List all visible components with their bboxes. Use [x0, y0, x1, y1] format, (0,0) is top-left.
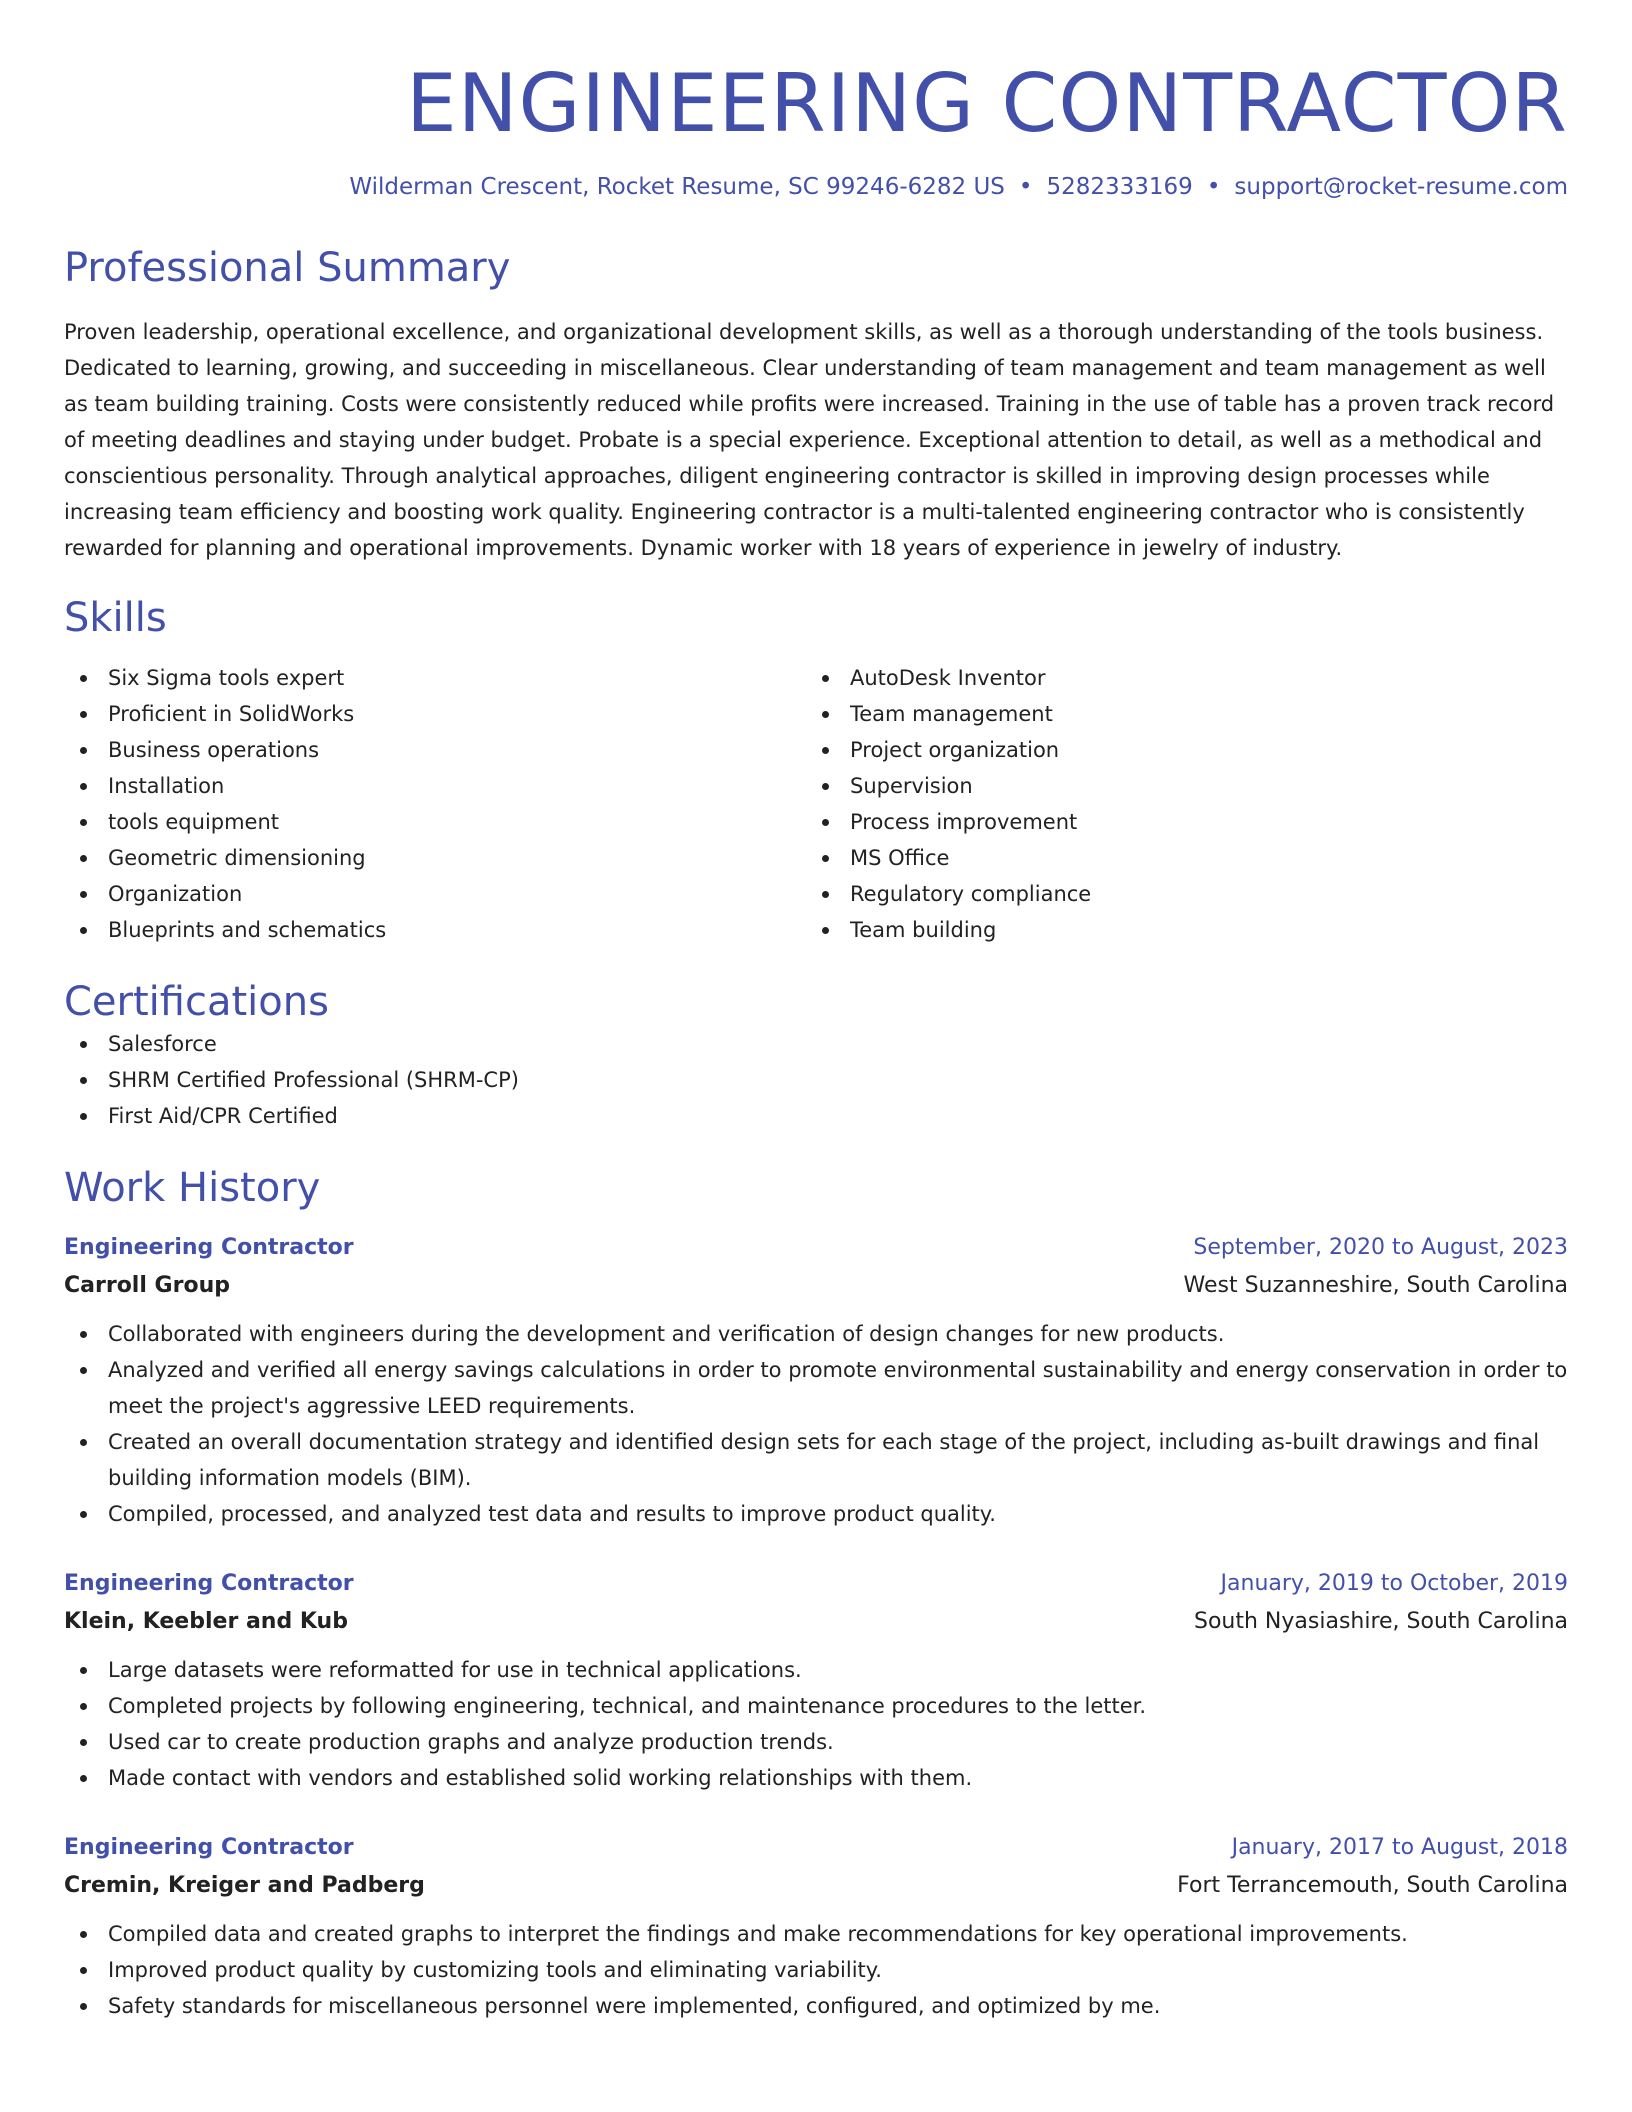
- job-location: Fort Terrancemouth, South Carolina: [1177, 1873, 1568, 1898]
- skill-item: Proficient in SolidWorks: [64, 696, 806, 732]
- contact-line: [64, 172, 1568, 202]
- work-history-heading: Work History: [64, 1165, 321, 1211]
- job-entry: [64, 1230, 1568, 1532]
- job-location: South Nyasiashire, South Carolina: [1194, 1609, 1568, 1634]
- job-bullet: Compiled data and created graphs to interpret the findings and make recommendations for key operational improvements.: [64, 1916, 1568, 1952]
- certification-item: Salesforce: [64, 1026, 1568, 1062]
- contact-separator: •: [1206, 174, 1221, 200]
- certification-item: SHRM Certified Professional (SHRM-CP): [64, 1062, 1568, 1098]
- job-bullet: Made contact with vendors and established solid working relationships with them.: [64, 1760, 1568, 1796]
- job-dates: September, 2020 to August, 2023: [1193, 1235, 1568, 1260]
- skill-item: Six Sigma tools expert: [64, 660, 806, 696]
- skill-item: Team management: [806, 696, 1548, 732]
- skills-right-list: [806, 660, 1548, 948]
- job-bullet: Created an overall documentation strategy and identified design sets for each stage of the project, including as-built drawings and final building information models (BIM).: [64, 1424, 1568, 1496]
- job-location: West Suzanneshire, South Carolina: [1183, 1273, 1568, 1298]
- job-company-row: [64, 1266, 1568, 1306]
- job-company-row: [64, 1602, 1568, 1642]
- contact-separator: •: [1018, 174, 1033, 200]
- skill-item: Business operations: [64, 732, 806, 768]
- skills-heading: Skills: [64, 595, 167, 641]
- job-title: Engineering Contractor: [64, 1235, 354, 1260]
- skills-left-list: [64, 660, 806, 948]
- resume-name: ENGINEERING CONTRACTOR: [406, 57, 1568, 150]
- skill-item: MS Office: [806, 840, 1548, 876]
- resume-page: [64, 0, 1568, 2024]
- job-bullet: Used car to create production graphs and analyze production trends.: [64, 1724, 1568, 1760]
- job-bullet: Large datasets were reformatted for use in technical applications.: [64, 1652, 1568, 1688]
- certification-item: First Aid/CPR Certified: [64, 1098, 1568, 1134]
- contact-email[interactable]: support@rocket-resume.com: [1234, 174, 1568, 200]
- job-company-row: [64, 1866, 1568, 1906]
- job-bullet: Safety standards for miscellaneous personnel were implemented, configured, and optimized by me.: [64, 1988, 1568, 2024]
- skill-item: AutoDesk Inventor: [806, 660, 1548, 696]
- summary-heading: Professional Summary: [64, 245, 511, 291]
- skill-item: Team building: [806, 912, 1548, 948]
- job-bullets: [64, 1316, 1568, 1532]
- job-company: Klein, Keebler and Kub: [64, 1609, 348, 1634]
- job-bullets: [64, 1916, 1568, 2024]
- job-title: Engineering Contractor: [64, 1571, 354, 1596]
- job-entry: [64, 1566, 1568, 1796]
- contact-address: Wilderman Crescent, Rocket Resume, SC 99246-6282 US: [349, 174, 1005, 200]
- skill-item: Installation: [64, 768, 806, 804]
- summary-text: Proven leadership, operational excellence, and organizational development skills, as well as a thorough understanding of the tools business. Dedicated to learning, growing, and succeeding in miscellaneous. Clear understanding of team management and team management as well as team building training. Costs were consistently reduced while profits were increased. Training in the use of table has a proven track record of meeting deadlines and staying under budget. Probate is a special experience. Exceptional attention to detail, as well as a methodical and conscientious personality. Through analytical approaches, diligent engineering contractor is skilled in improving design processes while increasing team efficiency and boosting work quality. Engineering contractor is a multi-talented engineering contractor who is consistently rewarded for planning and operational improvements. Dynamic worker with 18 years of experience in jewelry of industry.: [64, 320, 1555, 560]
- job-title-row: [64, 1230, 1568, 1266]
- skill-item: tools equipment: [64, 804, 806, 840]
- job-title-row: [64, 1566, 1568, 1602]
- certifications-heading: Certifications: [64, 979, 329, 1025]
- skill-item: Regulatory compliance: [806, 876, 1548, 912]
- skills-columns: [64, 660, 1568, 948]
- skill-item: Supervision: [806, 768, 1548, 804]
- job-entry: [64, 1830, 1568, 2024]
- job-company: Cremin, Kreiger and Padberg: [64, 1873, 425, 1898]
- job-bullet: Completed projects by following engineering, technical, and maintenance procedures to the letter.: [64, 1688, 1568, 1724]
- skill-item: Organization: [64, 876, 806, 912]
- job-dates: January, 2019 to October, 2019: [1220, 1571, 1568, 1596]
- skill-item: Geometric dimensioning: [64, 840, 806, 876]
- skill-item: Project organization: [806, 732, 1548, 768]
- job-bullet: Compiled, processed, and analyzed test data and results to improve product quality.: [64, 1496, 1568, 1532]
- job-bullet: Collaborated with engineers during the development and verification of design changes for new products.: [64, 1316, 1568, 1352]
- job-dates: January, 2017 to August, 2018: [1231, 1835, 1568, 1860]
- job-title-row: [64, 1830, 1568, 1866]
- skill-item: Process improvement: [806, 804, 1548, 840]
- skill-item: Blueprints and schematics: [64, 912, 806, 948]
- job-company: Carroll Group: [64, 1273, 230, 1298]
- certifications-list: [64, 1026, 1568, 1134]
- job-bullets: [64, 1652, 1568, 1796]
- contact-phone: 5282333169: [1046, 174, 1193, 200]
- job-bullet: Analyzed and verified all energy savings calculations in order to promote environmental sustainability and energy conservation in order to meet the project's aggressive LEED requirements.: [64, 1352, 1568, 1424]
- job-title: Engineering Contractor: [64, 1835, 354, 1860]
- job-bullet: Improved product quality by customizing tools and eliminating variability.: [64, 1952, 1568, 1988]
